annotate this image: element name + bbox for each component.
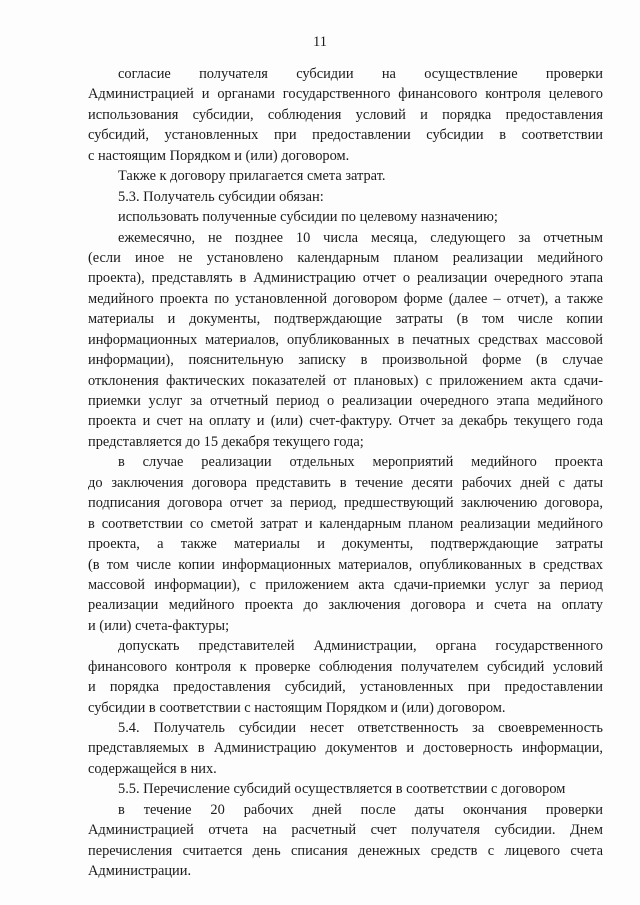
text-line: допускать представителей Администрации, органа государственного [118, 638, 603, 655]
text-line: представляется до 15 декабря текущего года; [88, 433, 364, 450]
text-line: использования субсидии, соблюдения условий и порядка предоставления [88, 106, 603, 123]
text-line: материалы и документы, подтверждающие затраты (в том числе копии [88, 311, 603, 328]
text-line: субсидий, установленных при предоставлении субсидии в соответствии [88, 127, 603, 144]
text-line: перечисления считается день списания денежных средств с лицевого счета [88, 842, 603, 859]
text-line: Администрацией отчета на расчетный счет получателя субсидии. Днем [88, 822, 603, 839]
page-number: 11 [313, 34, 327, 50]
text-line: 5.3. Получатель субсидии обязан: [118, 188, 324, 205]
text-line: представляемых в Администрацию документов и достоверность информации, [88, 740, 603, 757]
document-body [88, 64, 603, 882]
text-line: приемки услуг за отчетный период о реализации очередного этапа медийного [88, 393, 603, 409]
text-line: Администрации. [88, 863, 192, 880]
text-line: субсидии в соответствии с настоящим Порядком и (или) договором. [88, 699, 506, 716]
text-line: содержащейся в них. [88, 760, 217, 777]
text-line: информационных материалов, опубликованных в печатных средствах массовой [88, 331, 603, 348]
text-line: медийного проекта по установленной договором форме (далее – отчет), а также [88, 290, 603, 307]
text-line: информации), пояснительную записку в произвольной форме (в случае [88, 352, 603, 369]
text-line: 5.4. Получатель субсидии несет ответственность за своевременность [118, 720, 603, 736]
text-line: в течение 20 рабочих дней после даты окончания проверки [118, 801, 603, 818]
text-line: проекта), представлять в Администрацию отчет о реализации очередного этапа [88, 270, 603, 287]
text-line: проекта и счет на оплату и (или) счет-фактуру. Отчет за декабрь текущего года [88, 413, 603, 430]
text-line: с настоящим Порядком и (или) договором. [88, 147, 350, 164]
text-line: в случае реализации отдельных мероприятий медийного проекта [118, 454, 603, 471]
text-line: массовой информации), с приложением акта сдачи-приемки услуг за период [88, 576, 603, 593]
text-line: отклонения фактических показателей от плановых) с приложением акта сдачи- [88, 372, 603, 389]
text-line: ежемесячно, не позднее 10 числа месяца, следующего за отчетным [118, 229, 603, 246]
text-line: (если иное не установлено календарным планом реализации медийного [88, 249, 603, 266]
text-line: (в том числе копии информационных материалов, опубликованных в средствах [88, 556, 603, 573]
text-line: реализации медийного проекта до заключения договора и счета на оплату [88, 597, 603, 614]
text-line: Администрацией и органами государственного финансового контроля целевого [88, 86, 603, 103]
text-line: 5.5. Перечисление субсидий осуществляется в соответствии с договором [118, 781, 566, 798]
text-line: и (или) счета-фактуры; [88, 617, 230, 634]
text-line: Также к договору прилагается смета затрат. [118, 168, 386, 185]
text-line: проекта, а также материалы и документы, подтверждающие затраты [88, 536, 603, 553]
text-line: до заключения договора представить в течение десяти рабочих дней с даты [88, 474, 603, 491]
text-line: использовать полученные субсидии по целевому назначению; [118, 209, 498, 226]
text-line: подписания договора отчет за период, предшествующий заключению договора, [88, 495, 603, 512]
text-line: и порядка предоставления субсидий, установленных при предоставлении [88, 679, 603, 696]
text-line: согласие получателя субсидии на осуществление проверки [118, 66, 603, 82]
text-line: в соответствии со сметой затрат и календарным планом реализации медийного [88, 515, 603, 532]
text-line: финансового контроля к проверке соблюдения получателем субсидий условий [88, 658, 603, 675]
